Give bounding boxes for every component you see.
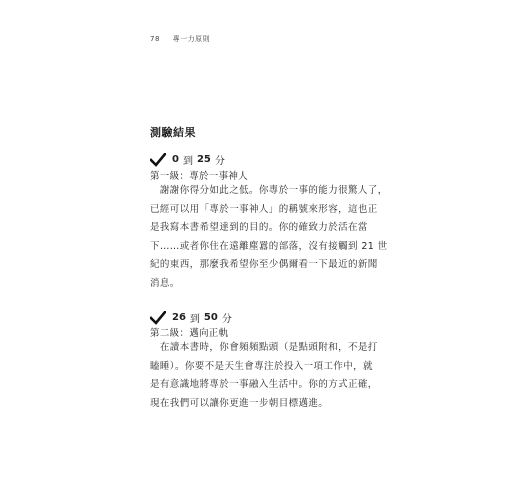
score-range-1 [150, 152, 229, 167]
score-unit: 分 [214, 156, 225, 167]
running-title: 專一力原則 [172, 35, 211, 43]
level-description-1 [150, 182, 388, 294]
checkmark-icon [150, 153, 166, 167]
paragraph-line: 已經可以用「專於一事神人」的稱號來形容，這也正 [150, 203, 378, 215]
paragraph-line: 下……或者你住在遠離塵囂的部落，沒有接觸到 21 世 [150, 240, 388, 252]
paragraph-line: 瞌睡）。你要不是天生會專注於投入一項工作中，就 [150, 360, 373, 372]
level-description-2 [150, 339, 376, 413]
paragraph-line: 紀的東西，那麼我希望你至少偶爾看一下最近的新聞 [150, 259, 378, 271]
paragraph-line: 消息。 [150, 277, 180, 289]
checkmark-icon [150, 311, 166, 325]
paragraph-line: 是有意識地將專於一事融入生活中。你的方式正確， [150, 379, 378, 391]
level-title-2: 第二級：邁向正軌 [150, 328, 229, 339]
score-to: 50 [203, 312, 218, 323]
score-from: 0 [172, 154, 179, 165]
score-range-2 [150, 310, 236, 325]
page-number: 78 [150, 35, 160, 43]
level-title-1: 第一級：專於一事神人 [150, 171, 249, 182]
paragraph-line: 在讀本書時，你會頻頻點頭（是點頭附和，不是打 [150, 342, 378, 353]
score-to-word: 到 [189, 314, 200, 325]
running-header [150, 34, 210, 44]
score-from: 26 [172, 312, 186, 323]
score-to: 25 [196, 154, 211, 165]
paragraph-line: 現在我們可以讓你更進一步朝目標邁進。 [150, 397, 329, 409]
section-heading: 測驗結果 [150, 126, 196, 139]
score-unit: 分 [221, 314, 232, 325]
paragraph-line: 謝謝你得分如此之低。你專於一事的能力很驚人了， [150, 185, 388, 196]
score-to-word: 到 [182, 156, 193, 167]
paragraph-line: 是我寫本書希望達到的目的。你的確致力於活在當 [150, 222, 368, 234]
